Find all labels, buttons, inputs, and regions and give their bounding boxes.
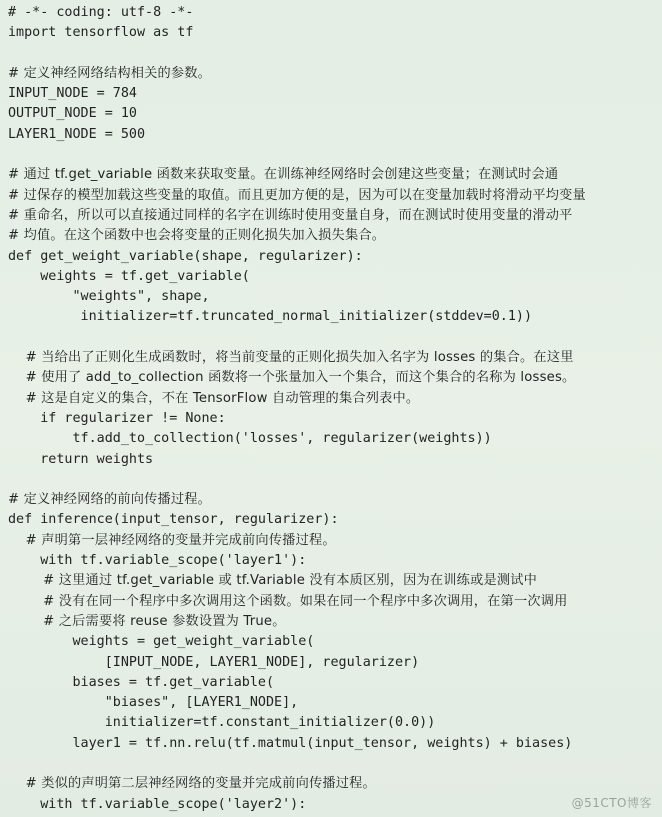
code-comment-line: # 均值。在这个函数中也会将变量的正则化损失加入损失集合。 bbox=[8, 228, 386, 244]
code-comment-line: # 定义神经网络的前向传播过程。 bbox=[8, 492, 212, 508]
code-line: biases = tf.get_variable( bbox=[8, 674, 275, 690]
code-line: # -*- coding: utf-8 -*- bbox=[8, 5, 194, 20]
code-line: with tf.variable_scope('layer2'): bbox=[8, 796, 307, 812]
code-line: initializer=tf.constant_initializer(0.0)) bbox=[8, 715, 436, 731]
code-line: tf.add_to_collection('losses', regularizer(weights)) bbox=[8, 431, 492, 447]
code-line: return weights bbox=[8, 451, 154, 467]
watermark: @51CTO博客 bbox=[571, 796, 652, 810]
code-line: def get_weight_variable(shape, regularizer): bbox=[8, 248, 363, 264]
code-comment-line: # 声明第一层神经网络的变量并完成前向传播过程。 bbox=[8, 532, 336, 548]
code-comment-line: # 这里通过 tf.get_variable 或 tf.Variable 没有本质区别，因为在训练或是测试中 bbox=[8, 573, 537, 589]
code-line: LAYER1_NODE = 500 bbox=[8, 126, 146, 142]
code-comment-line: # 类似的声明第二层神经网络的变量并完成前向传播过程。 bbox=[8, 776, 376, 792]
code-line: weights = get_weight_variable( bbox=[8, 634, 315, 650]
code-comment-line: # 定义神经网络结构相关的参数。 bbox=[8, 65, 212, 81]
code-line: import tensorflow as tf bbox=[8, 25, 194, 41]
blank-line bbox=[8, 145, 586, 165]
code-line: def inference(input_tensor, regularizer): bbox=[8, 512, 339, 528]
code-line: "biases", [LAYER1_NODE], bbox=[8, 695, 299, 711]
code-comment-line: # 之后需要将 reuse 参数设置为 True。 bbox=[8, 613, 286, 629]
code-comment-line: # 通过 tf.get_variable 函数来获取变量。在训练神经网络时会创建这些变量；在测试时会通 bbox=[8, 167, 559, 183]
code-comment-line: # 使用了 add_to_collection 函数将一个张量加入一个集合，而这个集合的名称为 losses。 bbox=[8, 370, 576, 386]
code-line: "weights", shape, bbox=[8, 289, 210, 305]
code-comment-line: # 这是自定义的集合，不在 TensorFlow 自动管理的集合列表中。 bbox=[8, 390, 420, 406]
code-comment-line: # 过保存的模型加载这些变量的取值。而且更加方便的是，因为可以在变量加载时将滑动平均变量 bbox=[8, 187, 586, 203]
blank-line bbox=[8, 44, 586, 64]
code-line: with tf.variable_scope('layer1'): bbox=[8, 553, 307, 569]
code-line: layer1 = tf.nn.relu(tf.matmul(input_tensor, weights) + biases) bbox=[8, 735, 573, 751]
code-line: INPUT_NODE = 784 bbox=[8, 86, 137, 102]
code-line: OUTPUT_NODE = 10 bbox=[8, 106, 137, 122]
code-line: initializer=tf.truncated_normal_initializer(stddev=0.1)) bbox=[8, 309, 533, 325]
code-comment-line: # 当给出了正则化生成函数时，将当前变量的正则化损失加入名字为 losses 的集合。在这里 bbox=[8, 350, 574, 366]
code-line: if regularizer != None: bbox=[8, 410, 226, 426]
blank-line bbox=[8, 754, 586, 774]
code-listing bbox=[8, 3, 586, 815]
code-line: [INPUT_NODE, LAYER1_NODE], regularizer) bbox=[8, 654, 420, 670]
code-line: weights = tf.get_variable( bbox=[8, 268, 250, 284]
code-comment-line: # 重命名，所以可以直接通过同样的名字在训练时使用变量自身，而在测试时使用变量的滑动平 bbox=[8, 207, 573, 223]
blank-line bbox=[8, 328, 586, 348]
code-comment-line: # 没有在同一个程序中多次调用这个函数。如果在同一个程序中多次调用，在第一次调用 bbox=[8, 593, 568, 609]
blank-line bbox=[8, 470, 586, 490]
